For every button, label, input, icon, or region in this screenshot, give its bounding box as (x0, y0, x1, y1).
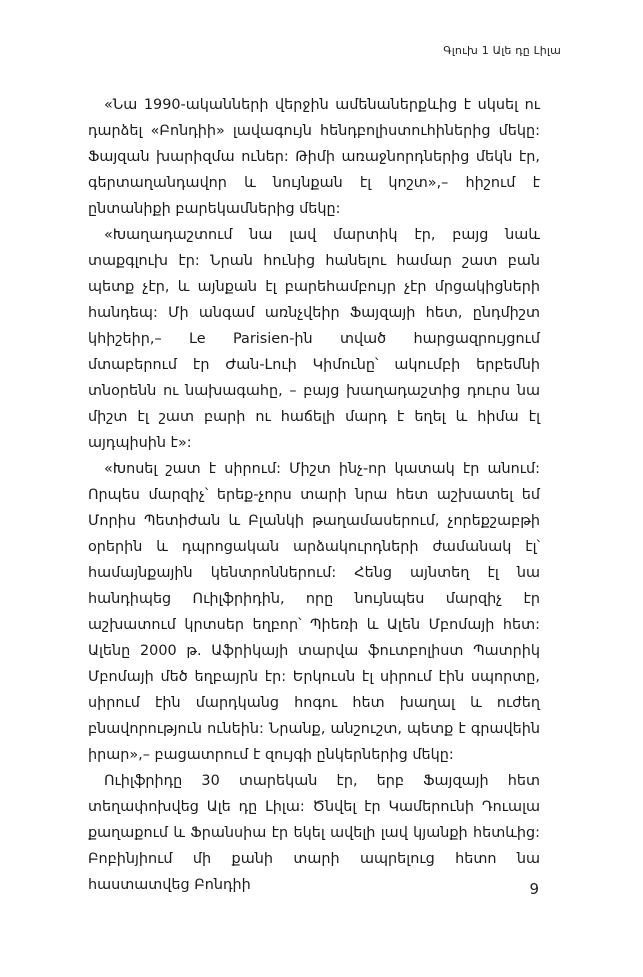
page-number: 9 (529, 880, 539, 898)
paragraph-4: Ուիլֆրիդը 30 տարեկան էր, երբ Ֆայզայի հետ տեղափոխվեց Ալե դը Լիլա: Ծնվել էր Կամերունի Դուալա քաղաքում և Ֆրանսիա էր եկել ավելի լավ կյանքի հետևից: Բոբինյիում մի քանի տարի ապրելուց հետո նա հաստատվեց Բոնդիի (88, 773, 540, 893)
paragraph-3: «Խոսել շատ է սիրում: Միշտ ինչ-որ կատակ էր անում: Որպես մարզիչ՝ երեք-չորս տարի նրա հետ աշխատել եմ Մորիս Պետիժան և Բլանկի թաղամասերում, չորեքշաբթի օրերին և դպրոցական արձակուրդների ժամանակ էլ՝ համայնքային կենտրոններում: Հենց այնտեղ էլ նա հանդիպեց Ուիլֆրիդին, որը նույնպես մարզիչ էր աշխատում կրտսեր եղբոր՝ Պիեռի և Ալեն Մբոմայի հետ: Ալենը 2000 թ. Աֆրիկայի տարվա ֆուտբոլիստ Պատրիկ Մբոմայի մեծ եղբայրն էր: Երկուսն էլ սիրում էին սպորտը, սիրում էին մարդկանց հոգու հետ խաղալ և ուժեղ բնավորություն ունեին: Նրանք, անշուշտ, պետք է գրավեին իրար»,– բացատրում է զույգի ընկերներից մեկը: (88, 461, 540, 763)
paragraph-1: «Նա 1990-ականների վերջին ամենաներքևից է սկսել ու դարձել «Բոնդիի» լավագույն հենդբոլիստուհիներից մեկը: Ֆայզան խարիզմա ուներ: Թիմի առաջնորդներից մեկն էր, գերտաղանդավոր և նույնքան էլ կոշտ»,– հիշում է ընտանիքի բարեկամներից մեկը: (88, 97, 540, 217)
running-header: Գլուխ 1 Ալե դը Լիլա (443, 44, 561, 57)
paragraph-2: «Խաղադաշտում նա լավ մարտիկ էր, բայց նաև տաքգլուխ էր: Նրան հունից հանելու համար շատ բան պետք չէր, և այնքան էլ բարեհամբույր չէր մրցակիցների հանդեպ: Մի անգամ առնչվեիր Ֆայզայի հետ, ընդմիշտ կհիշեիր,– Le Parisien-ին տված հարցազրույցում մտաբերում էր Ժան-Լուի Կիմունը՝ ակումբի երբեմնի տնօրենն ու նախագահը, – բայց խաղադաշտից դուրս նա միշտ էլ շատ բարի ու հաճելի մարդ է եղել և հիմա էլ այդպիսին է»: (88, 227, 540, 451)
body-text (88, 92, 540, 898)
